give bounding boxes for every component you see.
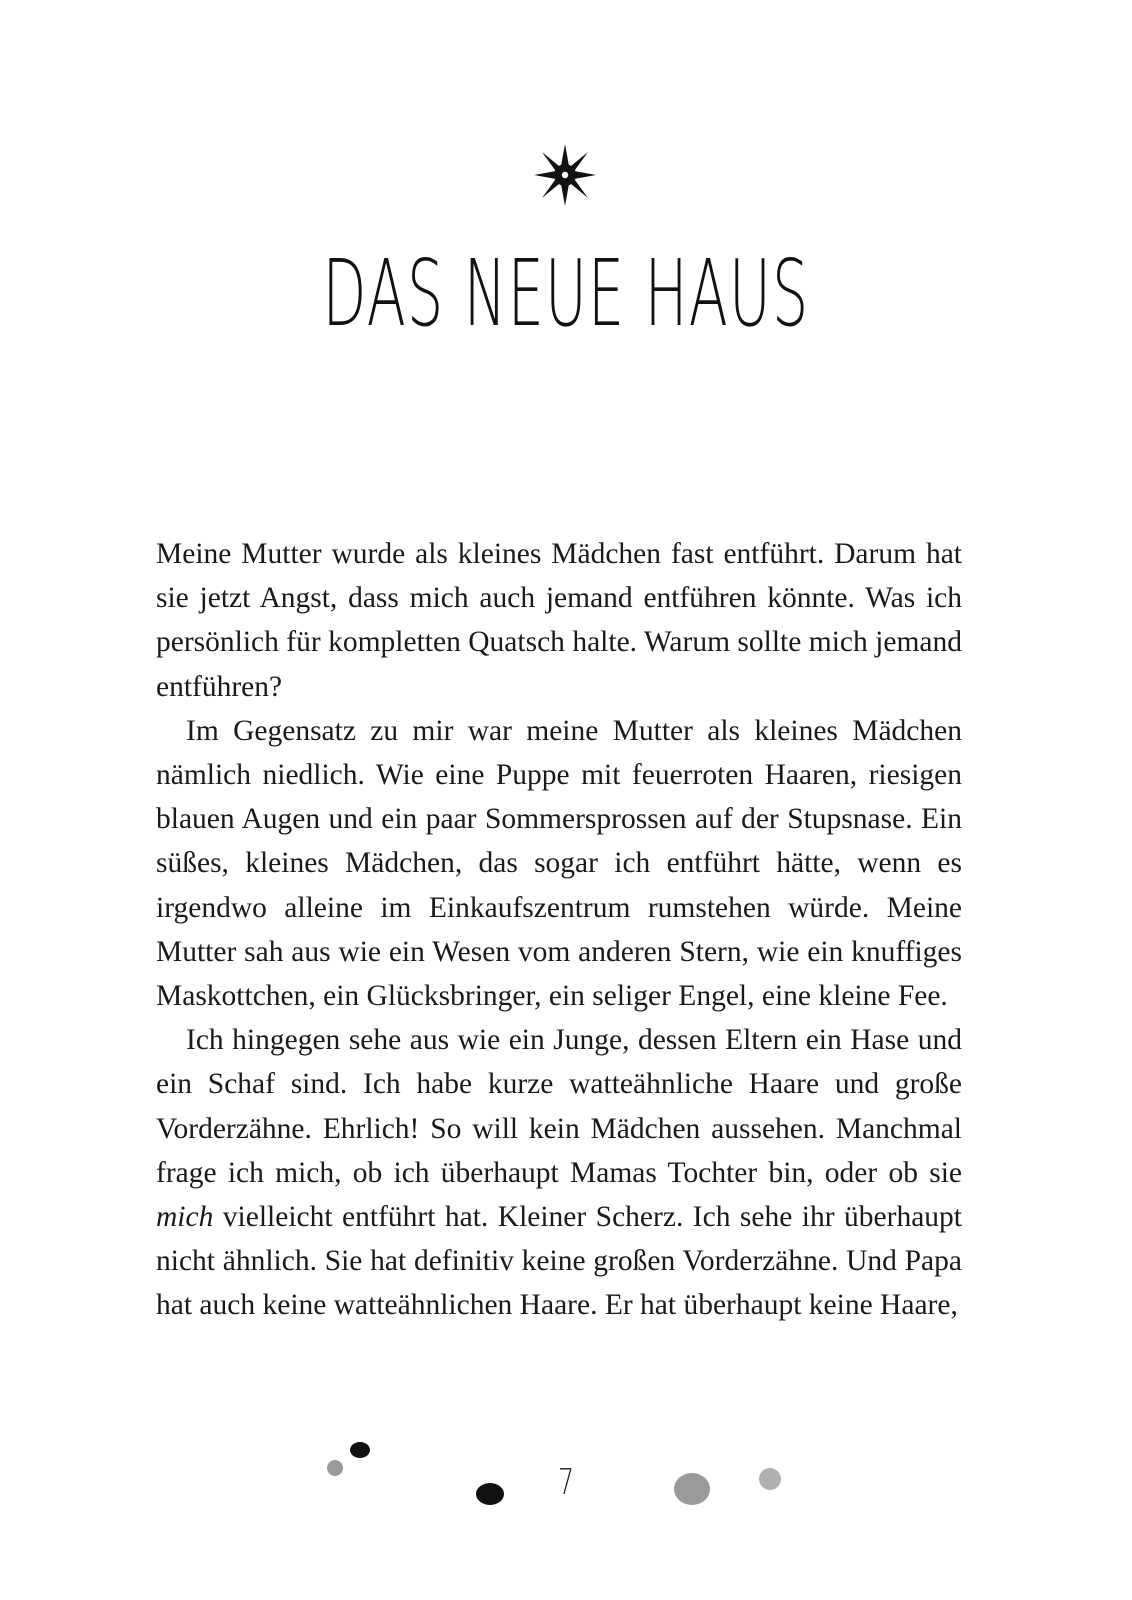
text-run: vielleicht entführt hat. Kleiner Scherz. Ich sehe ihr überhaupt nicht ähnlich. Sie hat definitiv keine großen Vorderzähne. Und Papa hat auch keine watteähnlichen Haare. Er hat überhaupt keine Haare,	[156, 1201, 962, 1322]
ink-dot	[350, 1442, 370, 1458]
text-run: Im Gegensatz zu mir war meine Mutter als kleines Mädchen nämlich niedlich. Wie eine Puppe mit feuerroten Haaren, riesigen blauen Augen und ein paar Sommersprossen auf der Stupsnase. Ein süßes, kleines Mädchen, das sogar ich entführt hätte, wenn es irgendwo alleine im Einkaufszentrum rumstehen würde. Meine Mutter sah aus wie ein Wesen vom anderen Stern, wie ein knuffiges Maskottchen, ein Glücksbringer, ein seliger Engel, eine kleine Fee.	[156, 714, 962, 1013]
text-run: Meine Mutter wurde als kleines Mädchen fast entführt. Darum hat sie jetzt Angst, dass mich auch jemand entführen könnte. Was ich persönlich für kompletten Quatsch halte. Warum sollte mich jemand entführen?	[156, 538, 962, 703]
text-run: Ich hingegen sehe aus wie ein Junge, dessen Eltern ein Hase und ein Schaf sind. Ich habe kurze watteähnliche Haare und große Vorderzähne. Ehrlich! So will kein Mädchen aussehen. Manchmal frage ich mich, ob ich überhaupt Mamas Tochter bin, oder ob sie	[156, 1024, 962, 1189]
flower-icon	[530, 140, 600, 210]
ink-dot	[476, 1483, 504, 1505]
page-number: 7	[557, 1462, 575, 1503]
ink-dot	[327, 1460, 343, 1476]
decorative-dots	[0, 1440, 1132, 1600]
ink-dot	[674, 1473, 710, 1505]
chapter-title: DAS NEUE HAUS	[322, 240, 810, 347]
body-text	[156, 532, 962, 1328]
paragraph	[156, 532, 962, 709]
emphasis-text: mich	[156, 1201, 214, 1234]
paragraph	[156, 1018, 962, 1327]
paragraph	[156, 709, 962, 1018]
ink-dot	[759, 1468, 781, 1490]
